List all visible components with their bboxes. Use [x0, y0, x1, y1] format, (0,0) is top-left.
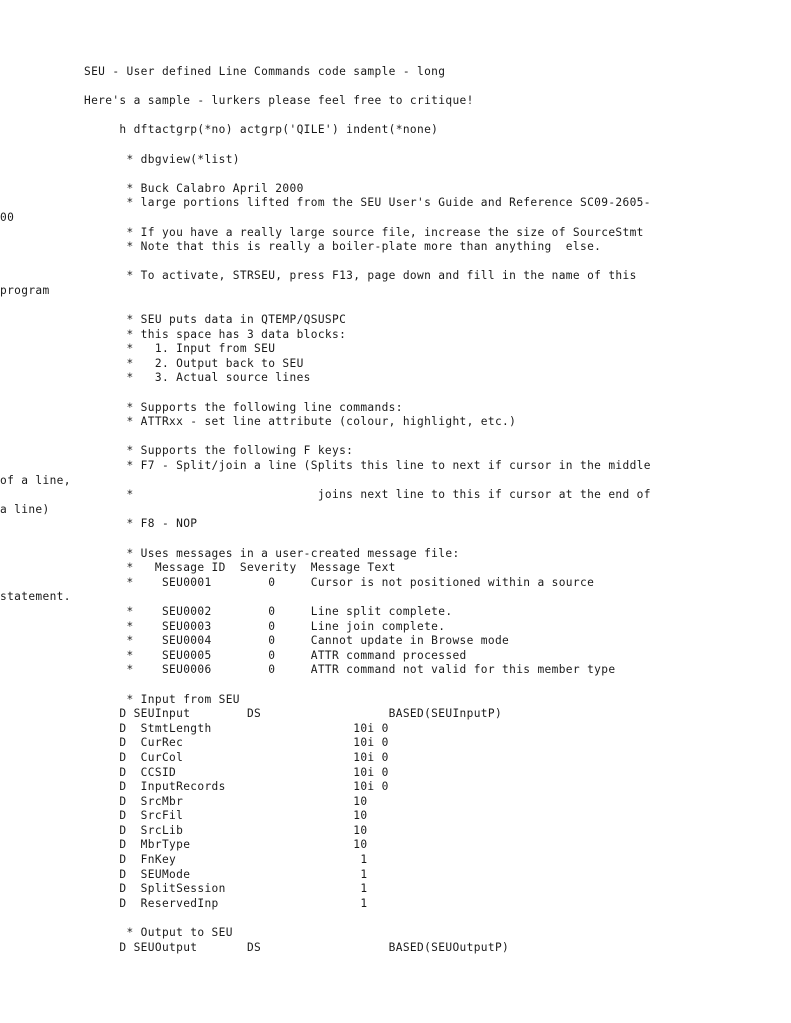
code-line — [84, 532, 784, 547]
code-line: * F8 - NOP — [84, 517, 198, 531]
code-line: statement. — [0, 590, 71, 604]
code-line: * Uses messages in a user-created message file: — [84, 546, 460, 560]
code-line: D ReservedInp 1 — [84, 896, 368, 910]
code-line: a line) — [0, 502, 50, 516]
code-line: * this space has 3 data blocks: — [84, 327, 347, 341]
code-line — [84, 167, 784, 182]
code-line: * If you have a really large source file, increase the size of SourceStmt — [84, 225, 644, 239]
code-line: D CurCol 10i 0 — [84, 750, 389, 764]
text-line: Here's a sample - lurkers please feel free to critique! — [84, 94, 474, 108]
code-line: * dbgview(*list) — [84, 152, 240, 166]
code-line: D InputRecords 10i 0 — [84, 780, 389, 794]
code-line: * Supports the following line commands: — [84, 400, 403, 414]
code-line: * 3. Actual source lines — [84, 371, 311, 385]
code-line: * Output to SEU — [84, 926, 233, 940]
code-line: D MbrType 10 — [84, 838, 368, 852]
code-line: * Note that this is really a boiler-plate more than anything else. — [84, 240, 602, 254]
code-line: 00 — [0, 210, 15, 224]
code-line: D SrcFil 10 — [84, 809, 368, 823]
code-line — [84, 678, 784, 693]
code-line — [84, 138, 784, 153]
code-line — [84, 911, 784, 926]
code-line: * SEU puts data in QTEMP/QSUSPC — [84, 313, 347, 327]
code-line: * 1. Input from SEU — [84, 342, 276, 356]
code-line: D SEUMode 1 — [84, 867, 368, 881]
text-line — [84, 109, 784, 124]
code-line — [84, 386, 784, 401]
code-line: D SEUOutput DS BASED(SEUOutputP) — [84, 940, 510, 954]
code-line: D SrcMbr 10 — [84, 794, 368, 808]
code-line — [84, 255, 784, 270]
code-line: * SEU0006 0 ATTR command not valid for this member type — [84, 663, 616, 677]
code-line: D SplitSession 1 — [84, 882, 368, 896]
code-line: D StmtLength 10i 0 — [84, 721, 389, 735]
code-line: * Input from SEU — [84, 692, 240, 706]
code-line: * Supports the following F keys: — [84, 444, 354, 458]
code-line: * SEU0003 0 Line join complete. — [84, 619, 446, 633]
code-line: * SEU0001 0 Cursor is not positioned within a source — [84, 575, 595, 589]
code-line: * ATTRxx - set line attribute (colour, highlight, etc.) — [84, 415, 517, 429]
code-line: * SEU0002 0 Line split complete. — [84, 604, 453, 618]
code-line: h dftactgrp(*no) actgrp('QILE') indent(*none) — [84, 123, 439, 137]
code-line: D CurRec 10i 0 — [84, 736, 389, 750]
code-line: * SEU0004 0 Cannot update in Browse mode — [84, 634, 510, 648]
code-line — [84, 430, 784, 445]
code-line: * F7 - Split/join a line (Splits this line to next if cursor in the middle — [84, 459, 651, 473]
code-line: D SrcLib 10 — [84, 823, 368, 837]
code-line: * SEU0005 0 ATTR command processed — [84, 648, 467, 662]
code-line: * Buck Calabro April 2000 — [84, 181, 304, 195]
code-line: of a line, — [0, 473, 71, 487]
code-line: D SEUInput DS BASED(SEUInputP) — [84, 707, 503, 721]
code-line: * 2. Output back to SEU — [84, 356, 304, 370]
code-line: D CCSID 10i 0 — [84, 765, 389, 779]
code-line: D FnKey 1 — [84, 853, 368, 867]
code-line: * large portions lifted from the SEU User's Guide and Reference SC09-2605- — [84, 196, 651, 210]
code-line: * Message ID Severity Message Text — [84, 561, 396, 575]
text-line — [84, 80, 784, 95]
code-line: * To activate, STRSEU, press F13, page down and fill in the name of this — [84, 269, 637, 283]
code-line: * joins next line to this if cursor at the end of — [84, 488, 651, 502]
code-line — [84, 299, 784, 314]
document-body — [0, 65, 784, 955]
document-title: SEU - User defined Line Commands code sample - long — [84, 65, 446, 78]
code-line: program — [0, 283, 50, 297]
